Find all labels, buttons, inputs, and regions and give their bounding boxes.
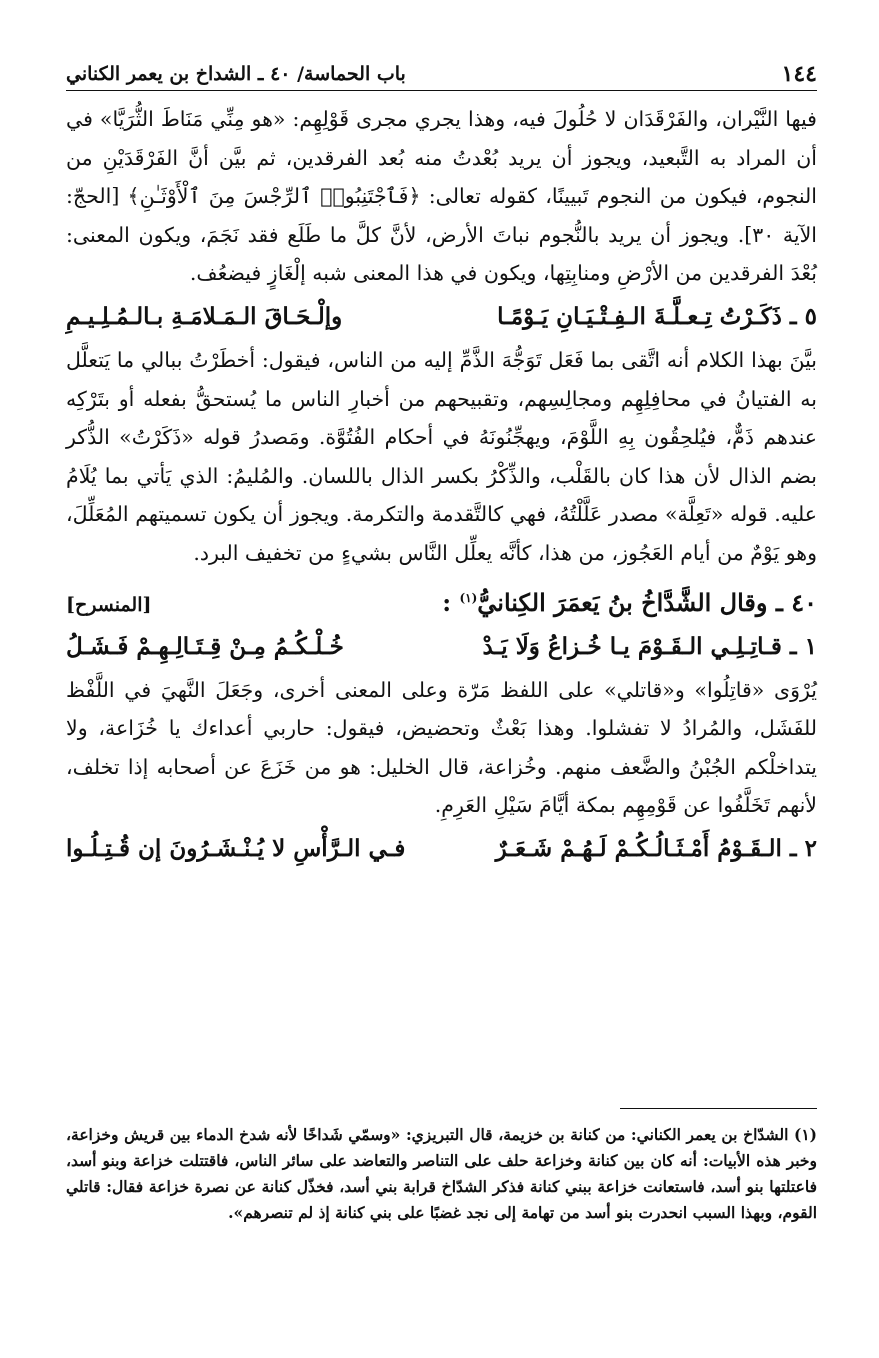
commentary-paragraph-1: فيها النَّيْران، والفَرْقَدَان لا حُلُولَ فيه، وهذا يجري مجرى قَوْلِهِم: «هو مِنِّي مَنَاطَ الثُّرَيَّا» في أن المراد به التَّبعيد، ويجوز أن يريد بُعْدتُ منه بُعد الفرقدين، ثم بيَّن أنَّ الفَرْقَدَيْنِ من النجوم، فيكون من النجوم تَبيينًا، كقوله تعالى: ﴿فَٱجْتَنِبُوا۟ ٱلرِّجْسَ مِنَ ٱلْأَوْثَـٰنِ﴾ [الحجّ: الآية ٣٠]. ويجوز أن يريد بالنُّجوم نباتَ الأرض، لأنَّ كلَّ ما طَلَع فقد نَجَمَ، ويكون المعنى: بُعْدَ الفرقدين من الأرْضِ ومنابِتِها، ويكون في هذا المعنى شبه إلْغَازٍ فيضعُف.	[66, 107, 817, 286]
page-header	[66, 58, 817, 91]
poem-title	[442, 573, 817, 628]
verse-2-second-hemistich: فـي الـرَّأْسِ لا يُـنْـشَـرُونَ إن قُـتِـلُـوا	[66, 834, 406, 862]
commentary-paragraph-3: يُرْوَى «قاتِلُوا» و«قاتلي» على اللفظ مَرّة وعلى المعنى أخرى، وجَعَلَ النَّهيَ في اللَّفْظ للفَشَل، والمُرادُ لا تفشلوا. وهذا بَعْثٌ وتحضيض، فيقول: حاربي أعداءك يا خُزَاعة، ولا يتداخلْكم الجُبْنُ والضَّعف منهم. وخُزاعة، قال الخليل: هو من خَزَعَ عن أصحابه إذا تخلف، لأنهم تَخَلَّفُوا عن قَوْمِهِم بمكة أيَّامَ سَيْلِ العَرِمِ.	[66, 677, 817, 818]
running-title: باب الحماسة/ ٤٠ ـ الشداخ بن يعمر الكناني	[66, 63, 406, 85]
verse-2	[66, 825, 817, 873]
verse-1-first-hemistich: ١ ـ قـاتِـلِـي الـقَـوْمَ يـا خُـزاعُ وَلَا يَـدْ	[482, 632, 817, 660]
verse-5	[66, 293, 817, 341]
footnote-separator	[620, 1108, 817, 1109]
page-number: ١٤٤	[781, 61, 817, 87]
verse-1-second-hemistich: خُـلْـكُـمُ مِـنْ قِـتَـالِـهِـمْ فَـشَـلُ	[66, 632, 344, 660]
footnote-1: (١) الشدّاخ بن يعمر الكناني: من كنانة بن خزيمة، قال التبريزي: «وسمّي شَداخًا لأنه شدخ الدماء بين قريش وخزاعة، وخبر هذه الأبيات: أنه كان بين كنانة وخزاعة حلف على التناصر والتعاضد على سائر الناس، فاقتتلت خزاعة وبنو أسد، فاعتلتها بنو أسد، فاستعانت خزاعة ببني كنانة فذكر الشدّاخ قرابة بني أسد، فخذّل كنانة عن نصرة خزاعة فقال: قاتلي القوم، وبهذا السبب انحدرت بنو أسد من تهامة إلى نجد غضبًا على بني كنانة إذ لم تنصرهم».	[66, 1125, 817, 1222]
poem-heading	[66, 573, 817, 623]
verse-5-second-hemistich: وإلْـحَـاقَ الـمَـلامَـةِ بـالـمُـلِـيـمِ	[66, 302, 343, 330]
page-body	[66, 100, 817, 873]
footnote-marker[interactable]: (١)	[459, 590, 478, 605]
verse-1	[66, 623, 817, 671]
poem-title-text: ٤٠ ـ وقال الشَّدَّاخُ بنُ يَعمَرَ الكِنانيُّ	[477, 587, 817, 617]
meter-label: [المنسرح]	[66, 593, 152, 616]
commentary-paragraph-2: بيَّنَ بهذا الكلام أنه اتَّقى بما فَعَل تَوَجُّهَ الذَّمِّ إليه من الناس، فيقول: أخطَرْتُ ببالي ما يَتعلَّل به الفتيانُ في محافِلِهِم ومجالِسِهم، وتقبيحهم من أخبارِ الناس ما يُستحقُّ بفعله أو بتَرْكِه عندهم ذَمٌّ، فيُلحِقُون بِهِ اللَّوْمَ، ويهجِّنُونَهُ في أحكام الفُتُوَّة. ومَصدرُ قوله «ذَكَرْتُ» الذُّكر بضم الذال لأن هذا كان بالقَلْب، والذِّكْرُ بكسر الذال باللسان. والمُليمُ: الذي يَأتي بما يُلَامُ عليه. قوله «تَعِلَّة» مصدر عَلَّلْتُهُ، فهي كالتَّقدمة والتكرمة. ويجوز أن يكون تسميتهم المُعَلِّلَ، وهو يَوْمٌ من أيام العَجُوز، من هذا، كأنَّه يعلِّل النَّاس بشيءٍ من تخفيف البرد.	[66, 347, 817, 565]
verse-2-first-hemistich: ٢ ـ الـقَـوْمُ أَمْـثَـالُـكُـمْ لَـهُـمْ شَـعَـرٌ	[495, 834, 817, 862]
verse-5-first-hemistich: ٥ ـ ذَكَـرْتُ تِـعـلَّـةَ الـفِـتْـيَـانِ يَـوْمًـا	[497, 302, 817, 330]
poem-title-colon: :	[442, 587, 452, 617]
